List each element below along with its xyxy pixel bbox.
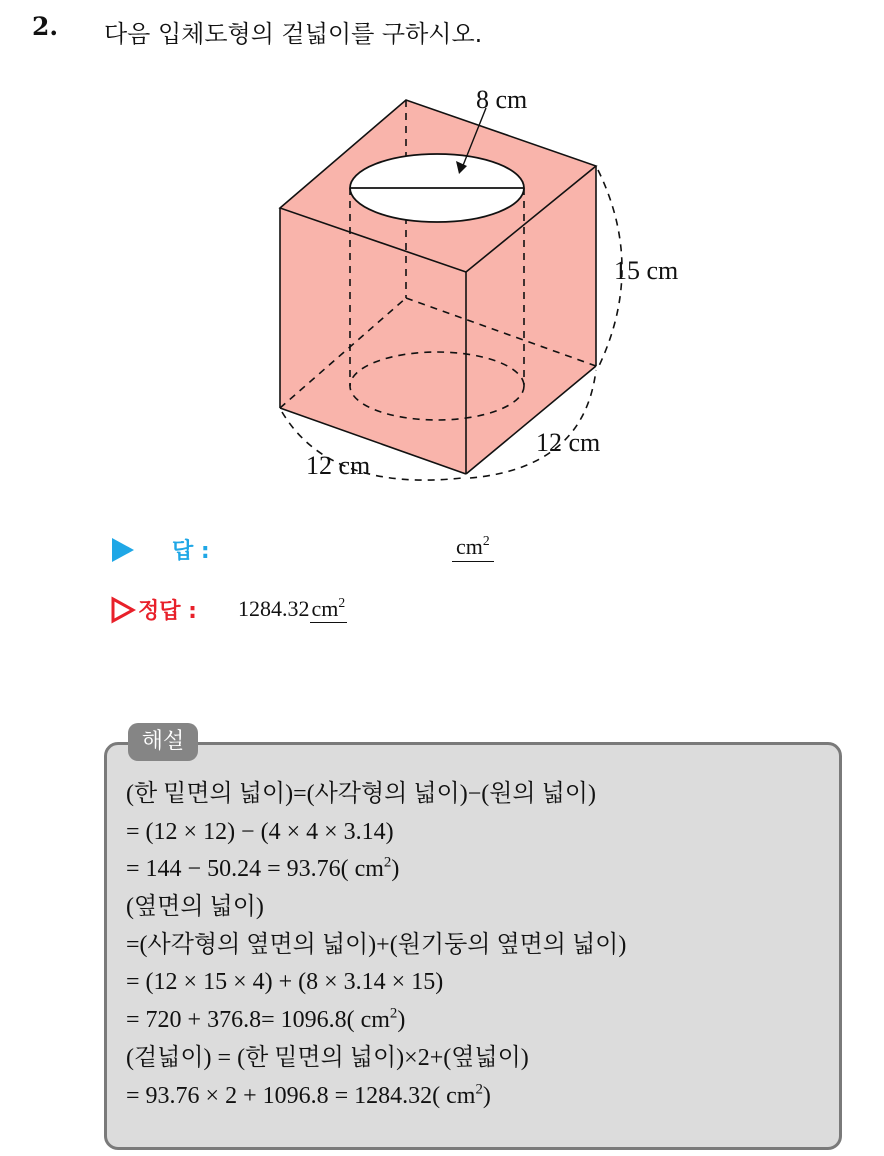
solution-line: (옆면의 넓이) [126, 894, 264, 921]
question-text: 다음 입체도형의 겉넓이를 구하시오. [104, 20, 483, 48]
solution-line-close: ) [482, 1082, 491, 1109]
correct-answer-unit [310, 596, 348, 623]
solution-line: = (12 × 12) − (4 × 4 × 3.14) [126, 818, 394, 845]
solution-line-exponent: 2 [383, 854, 392, 871]
solution-line: (한 밑면의 넓이)=(사각형의 넓이)−(원의 넓이) [126, 781, 596, 807]
question-number: 2. [32, 12, 59, 41]
play-triangle-icon [112, 538, 134, 562]
solution-line-text: = 144 − 50.24 = 93.76( cm [126, 856, 384, 883]
solution-lines [126, 776, 826, 1115]
right-depth-label: 12 cm [536, 428, 601, 457]
cube-with-cylinder-hole-figure [0, 0, 884, 520]
outline-triangle-icon [110, 596, 136, 624]
solution-line [126, 1002, 826, 1040]
correct-answer-value-group [238, 596, 347, 622]
solution-line-close: ) [397, 1007, 406, 1034]
correct-unit-exponent: 2 [338, 595, 346, 611]
answer-label: 답 : [172, 539, 210, 564]
solution-line: = (12 × 15 × 4) + (8 × 3.14 × 15) [126, 969, 444, 996]
answer-unit-base: cm [456, 534, 483, 559]
answer-unit-exponent: 2 [482, 533, 490, 549]
solution-line-exponent: 2 [389, 1005, 398, 1022]
left-width-label: 12 cm [306, 451, 371, 480]
height-label: 15 cm [614, 256, 679, 285]
solution-line-text: = 720 + 376.8= 1096.8( cm [126, 1007, 390, 1034]
correct-answer-row [110, 594, 530, 628]
solution-line [126, 1078, 826, 1116]
correct-answer-label: 정답 : [138, 599, 197, 624]
solution-line: (겉넓이) = (한 밑면의 넓이)×2+(옆넓이) [126, 1044, 529, 1071]
solution-line-text: = 93.76 × 2 + 1096.8 = 1284.32( cm [126, 1082, 476, 1109]
answer-row [110, 534, 530, 568]
solution-line: =(사각형의 옆면의 넓이)+(원기둥의 옆면의 넓이) [126, 931, 627, 958]
solution-line [126, 851, 826, 889]
solution-tab: 해설 [128, 723, 198, 761]
solution-line-close: ) [391, 856, 400, 883]
solution-line-exponent: 2 [475, 1080, 483, 1097]
answer-blank-with-unit[interactable] [452, 534, 494, 562]
diameter-label: 8 cm [476, 85, 528, 114]
correct-unit-base: cm [311, 596, 339, 621]
correct-answer-value: 1284.32 [238, 596, 310, 621]
